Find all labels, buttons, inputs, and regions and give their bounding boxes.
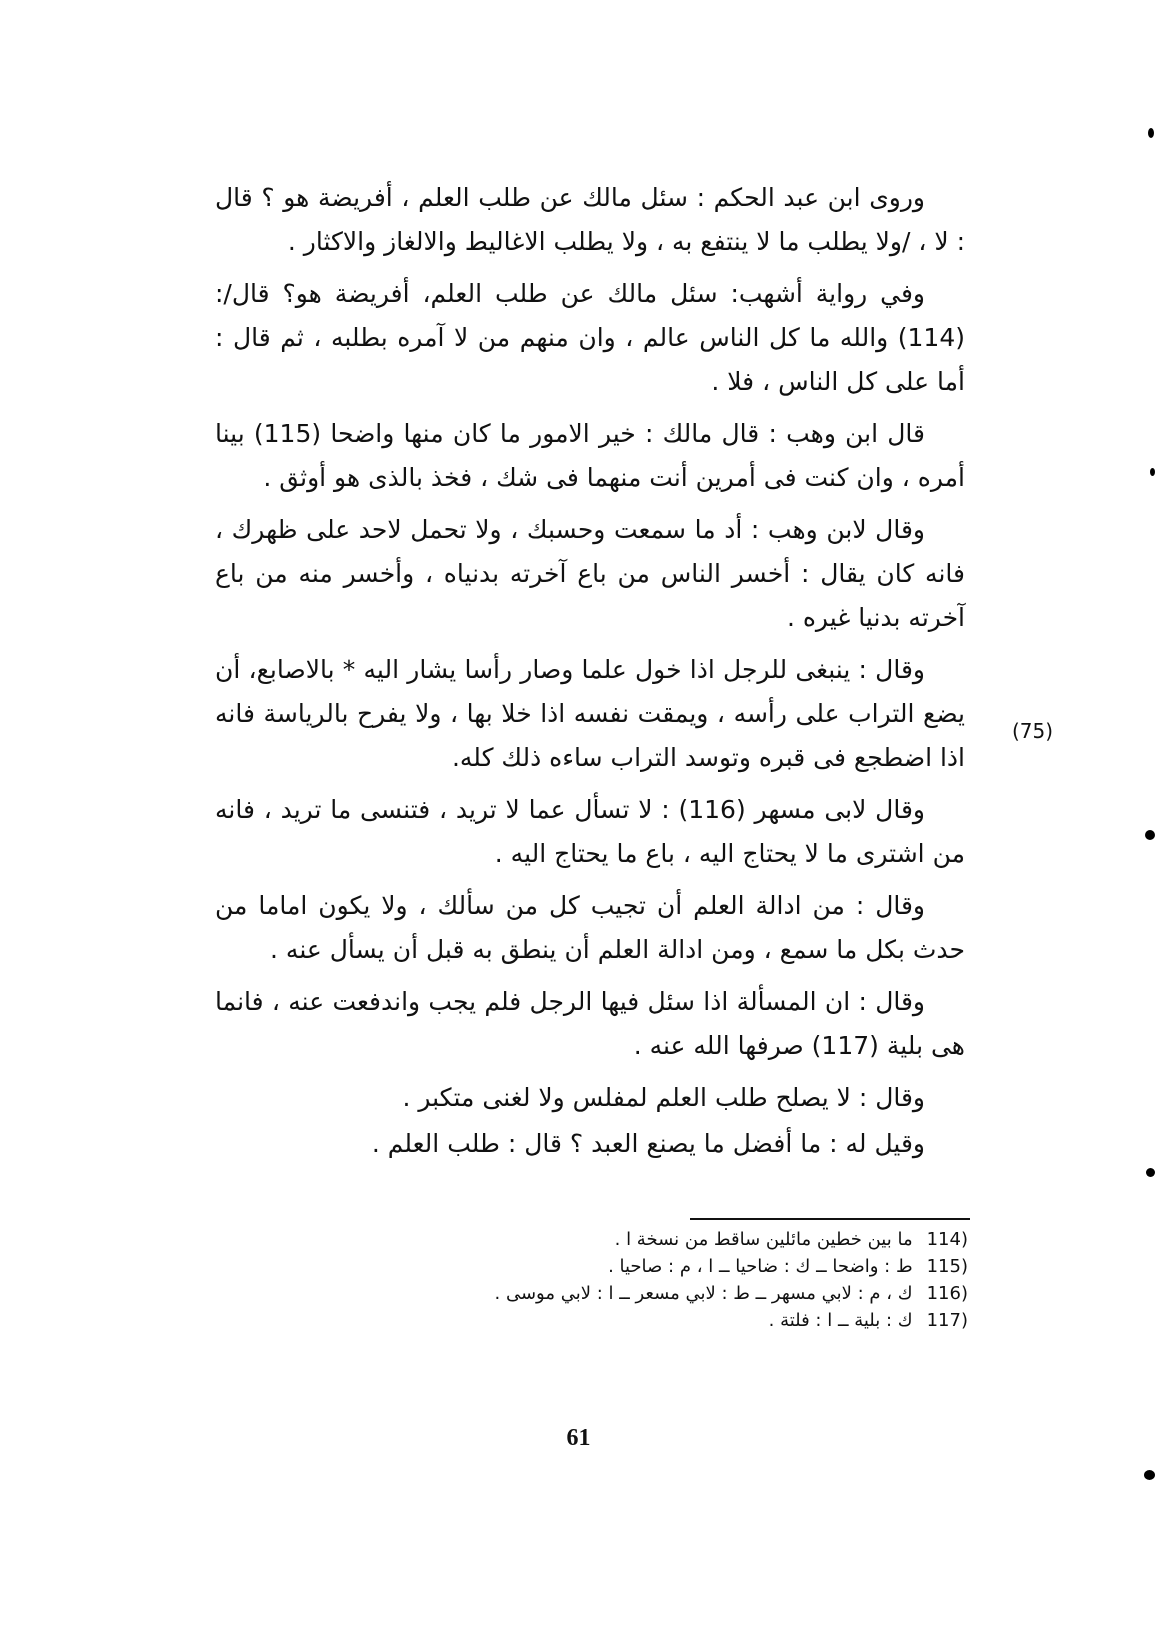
paragraph-4: وقال لابن وهب : أد ما سمعت وحسبك ، ولا تحمل لاحد على ظهرك ، فانه كان يقال : أخسر الناس من باع آخرته بدنياه ، وأخسر منه من باع آخرته بدنيا غيره . bbox=[215, 515, 965, 632]
footnote-number: 115) bbox=[926, 1256, 968, 1277]
main-text bbox=[215, 176, 965, 1166]
paragraph-8: وقال : ان المسألة اذا سئل فيها الرجل فلم يجب واندفعت عنه ، فانما هى بلية (117) صرفها الله عنه . bbox=[215, 987, 965, 1060]
footnotes bbox=[300, 1226, 968, 1334]
footnote-item bbox=[300, 1253, 968, 1280]
paragraph-10: وقيل له : ما أفضل ما يصنع العبد ؟ قال : طلب العلم . bbox=[371, 1129, 925, 1158]
paragraph-9: وقال : لا يصلح طلب العلم لمفلس ولا لغنى متكبر . bbox=[402, 1083, 925, 1112]
paragraph-3: قال ابن وهب : قال مالك : خير الامور ما كان منها واضحا (115) بينا أمره ، وان كنت فى أمرين أنت منهما فى شك ، فخذ بالذى هو أوثق . bbox=[215, 419, 965, 492]
footnote-text: ك ، م : لابي مسهر ــ ط : لابي مسعر ــ ا : لابي موسى . bbox=[494, 1283, 913, 1304]
footnote-text: ما بين خطين مائلين ساقط من نسخة ا . bbox=[614, 1229, 913, 1250]
paragraph-5: وقال : ينبغى للرجل اذا خول علما وصار رأسا يشار اليه * بالاصابع، أن يضع التراب على رأسه ، ويمقت نفسه اذا خلا بها ، ولا يفرح بالرياسة فانه اذا اضطجع فى قبره وتوسد التراب ساءه ذلك كله. bbox=[215, 655, 965, 772]
footnote-text: ط : واضحا ــ ك : ضاحيا ــ ا ، م : صاحيا . bbox=[608, 1256, 913, 1277]
footnote-divider bbox=[690, 1218, 970, 1220]
scan-speck bbox=[1146, 1168, 1155, 1177]
scan-speck bbox=[1148, 128, 1154, 138]
footnote-number: 116) bbox=[926, 1283, 968, 1304]
scan-speck bbox=[1144, 1470, 1155, 1480]
scan-speck bbox=[1145, 830, 1155, 840]
paragraph-1: وروى ابن عبد الحكم : سئل مالك عن طلب العلم ، أفريضة هو ؟ قال : لا ، /ولا يطلب ما لا ينتفع به ، ولا يطلب الاغاليط والالغاز والاكثار . bbox=[215, 183, 965, 256]
margin-page-reference: (75) bbox=[1012, 719, 1054, 743]
footnote-item bbox=[300, 1226, 968, 1253]
page-number: 61 bbox=[566, 1425, 591, 1451]
paragraph-6: وقال لابى مسهر (116) : لا تسأل عما لا تريد ، فتنسى ما تريد ، فانه من اشترى ما لا يحتاج اليه ، باع ما يحتاج اليه . bbox=[215, 795, 965, 868]
footnote-text: ك : بلية ــ ا : فلتة . bbox=[768, 1310, 913, 1331]
footnote-item bbox=[300, 1280, 968, 1307]
footnote-item bbox=[300, 1307, 968, 1334]
footnote-number: 117) bbox=[926, 1310, 968, 1331]
scan-speck bbox=[1150, 468, 1155, 476]
paragraph-2: وفي رواية أشهب: سئل مالك عن طلب العلم، أفريضة هو؟ قال/: (114) والله ما كل الناس عالم ، وان منهم من لا آمره بطلبه ، ثم قال : أما على كل الناس ، فلا . bbox=[215, 279, 965, 396]
paragraph-7: وقال : من ادالة العلم أن تجيب كل من سألك ، ولا يكون اماما من حدث بكل ما سمع ، ومن ادالة العلم أن ينطق به قبل أن يسأل عنه . bbox=[215, 891, 965, 964]
footnote-number: 114) bbox=[926, 1229, 968, 1250]
